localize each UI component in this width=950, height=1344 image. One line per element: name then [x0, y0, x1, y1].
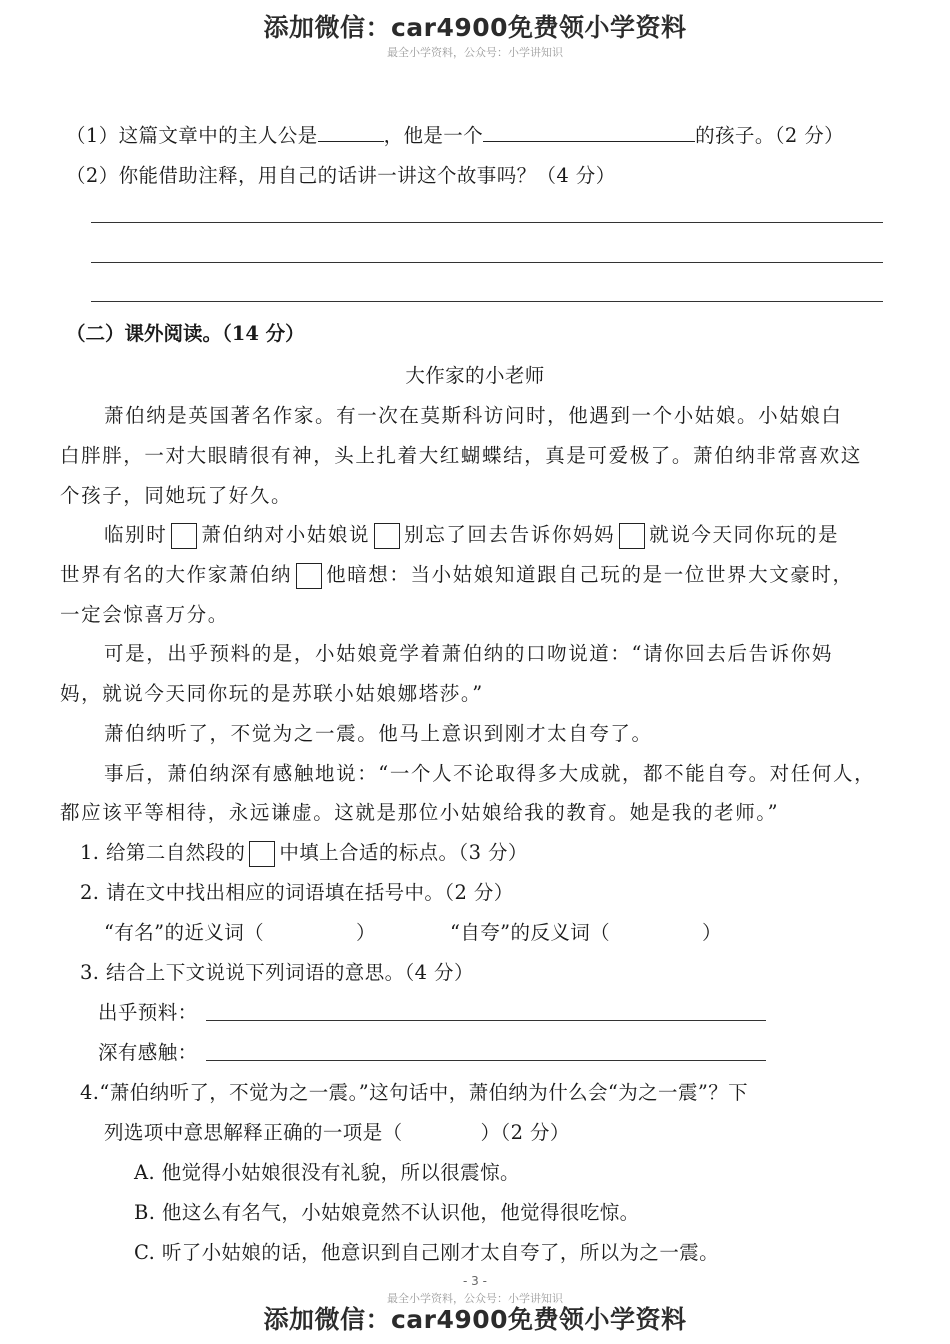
exercise-4-text-b: ）（2 分） — [480, 1121, 570, 1144]
answer-line-1[interactable] — [91, 222, 883, 223]
option-a[interactable]: A. 他觉得小姑娘很没有礼貌，所以很震惊。 — [134, 1161, 520, 1184]
exercise-3-item-1-label: 出乎预料： — [98, 1001, 198, 1024]
passage-p1-line-3: 个孩子，同她玩了好久。 — [60, 484, 293, 507]
passage-title: 大作家的小老师 — [405, 364, 545, 387]
punctuation-box-1[interactable] — [171, 523, 197, 549]
question-1-line — [66, 120, 844, 148]
question-1-part-c: 的孩子。（2 分） — [695, 124, 845, 147]
punctuation-box-example — [249, 841, 275, 867]
passage-p3-line-2: 妈，就说今天同你玩的是苏联小姑娘娜塔莎。” — [60, 682, 484, 705]
passage-p5-line-2: 都应该平等相待，永远谦虚。这就是那位小姑娘给我的教育。她是我的老师。” — [60, 801, 780, 824]
exercise-2: 2. 请在文中找出相应的词语填在括号中。（2 分） — [80, 881, 514, 904]
option-b[interactable]: B. 他这么有名气，小姑娘竟然不认识他，他觉得很吃惊。 — [134, 1201, 640, 1224]
p2-text-c: 别忘了回去告诉你妈妈 — [404, 523, 616, 546]
question-1-part-a: （1）这篇文章中的主人公是 — [66, 124, 318, 147]
exercise-2-synonym — [104, 917, 376, 945]
punctuation-box-4[interactable] — [296, 563, 322, 589]
exercise-4-line-1: 4.“萧伯纳听了，不觉为之一震。”这句话中，萧伯纳为什么会“为之一震”？下 — [80, 1081, 749, 1104]
passage-p2-line-1 — [104, 519, 839, 549]
exercise-3-item-2-label: 深有感触： — [98, 1041, 198, 1064]
passage-p4-line-1: 萧伯纳听了，不觉为之一震。他马上意识到刚才太自夸了。 — [104, 722, 653, 745]
exercise-3-item-1-line[interactable] — [206, 1020, 766, 1021]
exercise-1-text-b: 中填上合适的标点。（3 分） — [279, 841, 528, 864]
answer-blank-description[interactable] — [483, 140, 695, 142]
exercise-2-antonym — [450, 917, 722, 945]
antonym-label: “自夸”的反义词（ — [450, 921, 611, 944]
answer-line-3[interactable] — [91, 301, 883, 302]
punctuation-box-3[interactable] — [619, 523, 645, 549]
answer-line-2[interactable] — [91, 262, 883, 263]
exercise-4-text-a: 列选项中意思解释正确的一项是（ — [104, 1121, 403, 1144]
p2-text-a: 临别时 — [104, 523, 168, 546]
p2-text-f: 他暗想：当小姑娘知道跟自己玩的是一位世界大文豪时， — [326, 563, 854, 586]
p2-text-b: 萧伯纳对小姑娘说 — [201, 523, 371, 546]
page-number: - 3 - — [463, 1274, 487, 1288]
p2-text-e: 世界有名的大作家萧伯纳 — [60, 563, 293, 586]
passage-p1-line-1: 萧伯纳是英国著名作家。有一次在莫斯科访问时，他遇到一个小姑娘。小姑娘白 — [104, 404, 843, 427]
p2-text-d: 就说今天同你玩的是 — [649, 523, 840, 546]
exercise-3-item-2-line[interactable] — [206, 1060, 766, 1061]
watermark-banner-bottom: 添加微信：car4900免费领小学资料 — [263, 1305, 687, 1334]
passage-p1-line-2: 白胖胖，一对大眼睛很有神，头上扎着大红蝴蝶结，真是可爱极了。萧伯纳非常喜欢这 — [60, 444, 862, 467]
passage-p2-line-2 — [60, 559, 854, 589]
exercise-3: 3. 结合上下文说说下列词语的意思。（4 分） — [80, 961, 474, 984]
section-heading: （二）课外阅读。（14 分） — [66, 322, 305, 345]
exercise-4-line-2 — [104, 1117, 570, 1145]
synonym-label: “有名”的近义词（ — [104, 921, 265, 944]
header-faint-text: 最全小学资料，公众号：小学讲知识 — [387, 46, 563, 59]
watermark-banner-top: 添加微信：car4900免费领小学资料 — [263, 13, 687, 42]
question-2-line: （2）你能借助注释，用自己的话讲一讲这个故事吗？（4 分） — [66, 164, 616, 187]
footer-faint-text: 最全小学资料，公众号：小学讲知识 — [387, 1292, 563, 1305]
exercise-1 — [80, 837, 528, 867]
option-c[interactable]: C. 听了小姑娘的话，他意识到自己刚才太自夸了，所以为之一震。 — [134, 1241, 720, 1264]
passage-p3-line-1: 可是，出乎预料的是，小姑娘竟学着萧伯纳的口吻说道：“请你回去后告诉你妈 — [104, 642, 833, 665]
antonym-close-paren: ） — [702, 921, 722, 944]
exercise-1-text-a: 1. 给第二自然段的 — [80, 841, 246, 864]
synonym-close-paren: ） — [356, 921, 376, 944]
answer-blank-protagonist[interactable] — [318, 140, 384, 142]
passage-p2-line-3: 一定会惊喜万分。 — [60, 603, 229, 626]
passage-p5-line-1: 事后，萧伯纳深有感触地说：“一个人不论取得多大成就，都不能自夸。对任何人， — [104, 762, 876, 785]
punctuation-box-2[interactable] — [374, 523, 400, 549]
question-1-part-b: ，他是一个 — [383, 124, 484, 147]
